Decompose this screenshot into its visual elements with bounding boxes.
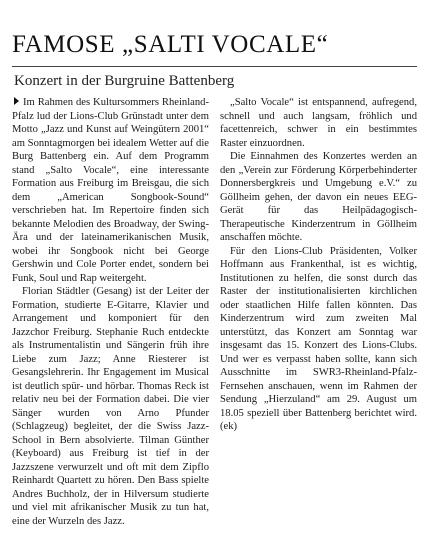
article-paragraph: Die Einnahmen des Konzertes werden an den „Verein zur Förderung Körperbehinderter Donnersbergkreis und Umgebung e.V.“ zu Göllheim gehen, der davon ein neues EEG-Gerät für das Heilpädagogisch-Therapeutische Kinderzentrum in Göllheim anschaffen möchte. [220, 151, 417, 243]
article-paragraph: Florian Städtler (Gesang) ist der Leiter der Formation, studierte E-Gitarre, Klavier und Arrangement und komponiert für den Jazzchor Freiburg. Stephanie Ruch entdeckte als Instrumentalistin und Sängerin früh ihre Liebe zum Jazz; Anne Riesterer ist Gesangslehrerin. Ihr Engagement im Musical ist deutlich spür- und hörbar. Thomas Reck ist relativ neu bei der Formation dabei. Die vier Sänger wurden von Arno Pfunder (Schlagzeug) begleitet, der die Swiss Jazz-School in Bern absolvierte. Tilman Günther (Keyboard) aus Freiburg ist tief in der Jazzszene verwurzelt und oft mit dem Zipflo Reinhardt Quartett zu hören. Den Bass spielte Andres Buchholz, der in Hilversum studierte und viel mit afrikanischer Musik zu tun hat, eine der Wurzeln des Jazz. [12, 286, 209, 527]
headline: FAMOSE „SALTI VOCALE“ [12, 31, 329, 58]
paragraph-marker-icon [14, 97, 19, 105]
article-paragraph: Für den Lions-Club Präsidenten, Volker Hoffmann aus Frankenthal, ist es wichtig, Institutionen zu helfen, die sonst durch das Raster der institutionalisierten kirchlichen oder staatlichen Hilfe fallen könnten. Das Kinderzentrum wird zum zweiten Mal unterstützt, das Konzert am Sonntag war insgesamt das 15. Konzert des Lions-Clubs. Und wer es verpasst haben sollte, kann sich Ausschnitte im SWR3-Rheinland-Pfalz-Fernsehen anschauen, wenn im Rahmen der Sendung „Hierzuland“ am 29. August um 18.05 speziell über Battenberg berichtet wird. (ek) [220, 245, 417, 432]
column-left [12, 96, 209, 528]
paragraph-text: Im Rahmen des Kultursommers Rheinland-Pfalz lud der Lions-Club Grünstadt unter dem Motto „Jazz und Kunst auf Weingütern 2001“ am Sonntagmorgen bei idealem Wetter auf die Burg Battenberg ein. Auf dem Programm stand „Salto Vocale“, eine interessante Formation aus Freiburg im Breisgau, die sich dem „American Songbook-Sound“ verschrieben hat. Im Repertoire finden sich bekannte Melodien des Broadway, der Swing-Ära und der lateinamerikanischen Musik, wobei ihr Songbook nicht bei George Gershwin und Cole Porter endet, sondern bei Funk, Soul und Rap weitergeht. [12, 97, 209, 284]
headline-rule [12, 66, 417, 67]
article-paragraph [12, 96, 209, 285]
article-paragraph: „Salto Vocale“ ist entspannend, aufregend, schnell und auch langsam, fröhlich und facettenreich, schwer in ein bestimmtes Raster einzuordnen. [220, 97, 417, 149]
article-body [12, 96, 417, 528]
subheadline: Konzert in der Burgruine Battenberg [14, 73, 235, 89]
column-right [220, 96, 417, 528]
